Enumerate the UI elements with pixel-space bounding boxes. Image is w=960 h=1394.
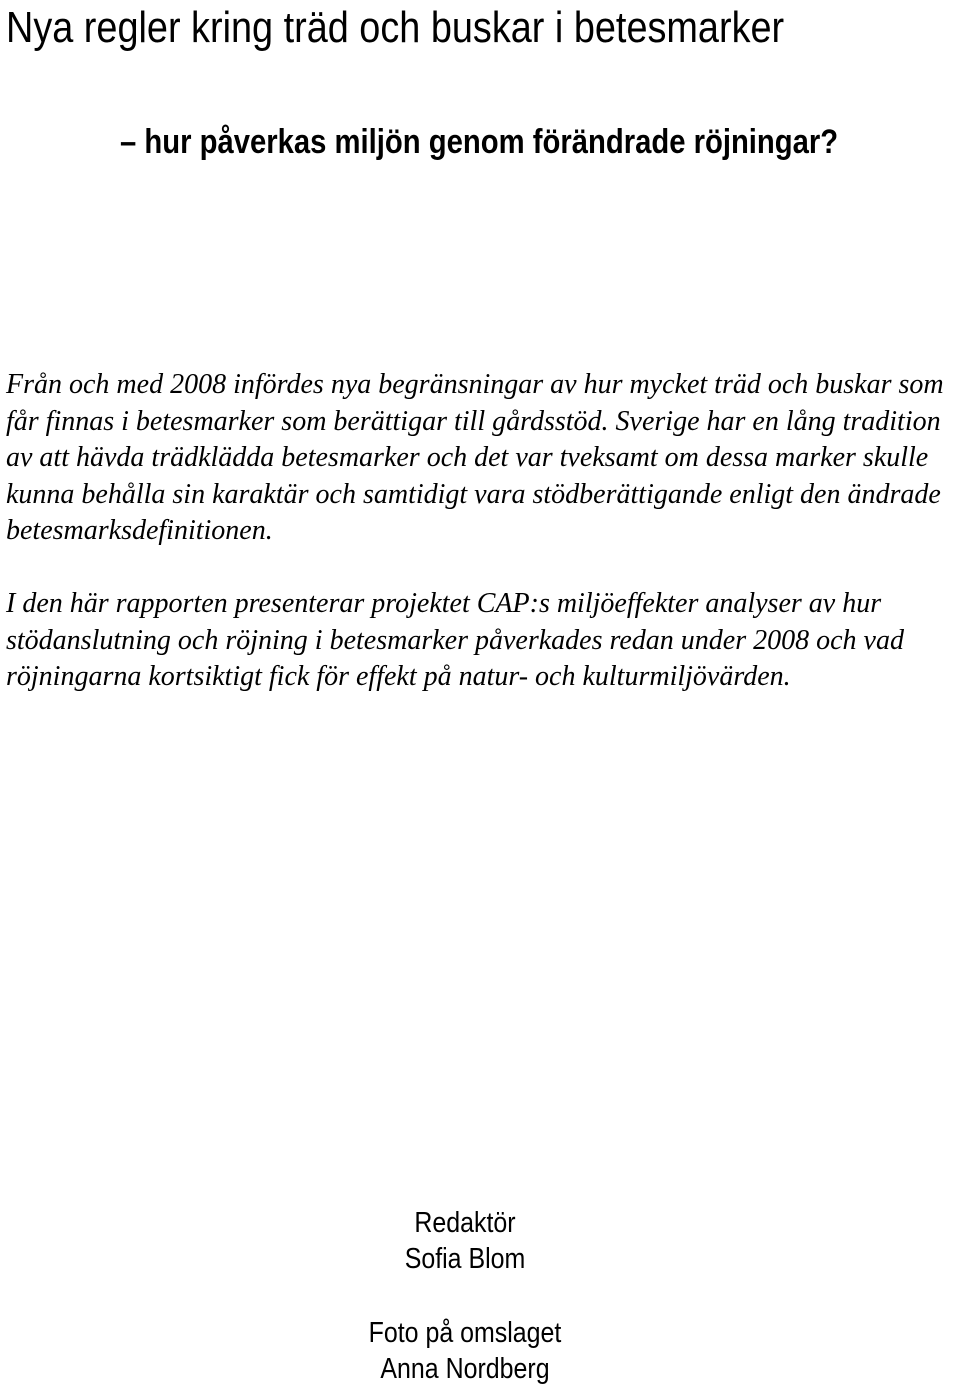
editor-label: Redaktör — [414, 1207, 516, 1239]
photographer-name: Anna Nordberg — [380, 1353, 550, 1385]
editor-credit — [65, 1205, 865, 1277]
editor-name: Sofia Blom — [404, 1243, 526, 1275]
report-summary-paragraph: I den här rapporten presenterar projektet CAP:s miljöeffekter analyser av hur stödanslutning och röjning i betesmarker påverkades redan under 2008 och vad röjningarna kortsiktigt fick för effekt på natur- och kulturmiljövärden. — [6, 588, 904, 692]
page-subtitle: – hur påverkas miljön genom förändrade röjningar? — [120, 123, 839, 161]
cover-photo-credit — [65, 1315, 865, 1387]
intro-paragraph: Från och med 2008 infördes nya begränsningar av hur mycket träd och buskar som får finnas i betesmarker som berättigar till gårdsstöd. Sverige har en lång tradition av att hävda trädklädda betesmarker och det var tveksamt om dessa marker skulle kunna behålla sin karaktär och samtidigt vara stödberättigande enligt den ändrade betesmarksdefinitionen. — [6, 369, 944, 546]
photo-label: Foto på omslaget — [368, 1317, 562, 1349]
page-title: Nya regler kring träd och buskar i betesmarker — [6, 3, 785, 52]
